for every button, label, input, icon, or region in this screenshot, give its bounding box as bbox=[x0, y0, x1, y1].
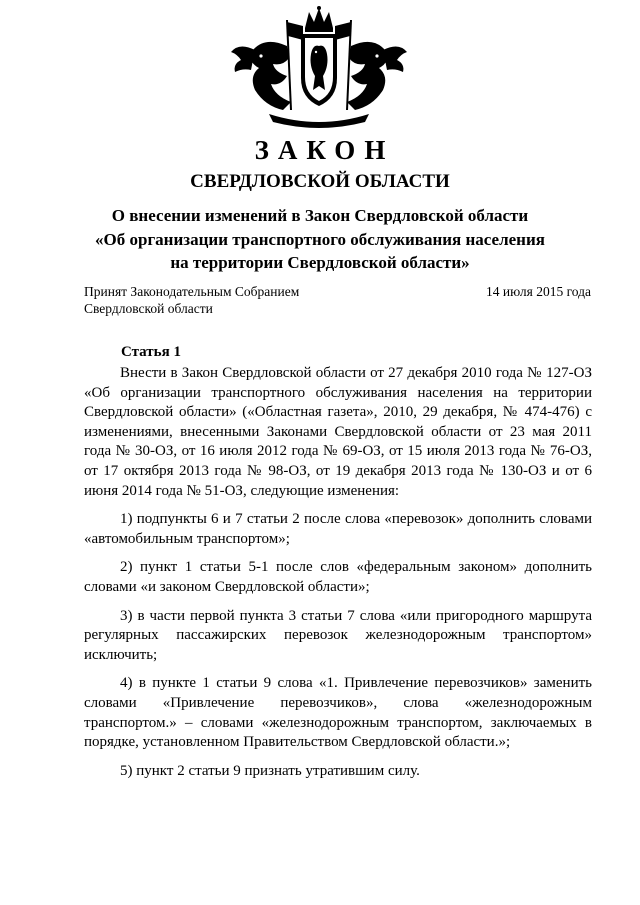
subject-line: на территории Свердловской области» bbox=[170, 253, 470, 272]
title-block bbox=[0, 133, 640, 195]
law-heading: ЗАКОН bbox=[254, 135, 395, 165]
article-title: Статья 1 bbox=[121, 344, 181, 360]
adoption-date: 14 июля 2015 года bbox=[486, 284, 591, 299]
adopting-body bbox=[84, 283, 299, 317]
adopting-body-line: Принят Законодательным Собранием bbox=[84, 284, 300, 299]
article-paragraph: 2) пункт 1 статьи 5-1 после слов «федеральным законом» дополнить словами «и законом Свердловской области»; bbox=[84, 559, 592, 595]
subject-line: «Об организации транспортного обслуживания населения bbox=[95, 229, 545, 249]
adopting-body-line: Свердловской области bbox=[84, 301, 213, 316]
article-paragraph: Внести в Закон Свердловской области от 27 декабря 2010 года № 127-ОЗ «Об организации транспортного обслуживания населения на территории Свердловской области» («Областная газета», 2010, 29 декабря, № 474-476) с изменениями, внесенными Законами Свердловской области от 23 мая 2011 года № 30-ОЗ, от 16 июля 2012 года № 69-ОЗ, от 15 июля 2013 года № 76-ОЗ, от 17 октября 2013 года № 98-ОЗ, от 19 декабря 2013 года № 130-ОЗ и от 6 июня 2014 года № 51-ОЗ, следующие изменения: bbox=[84, 365, 592, 499]
article-paragraph: 1) подпункты 6 и 7 статьи 2 после слова «перевозок» дополнить словами «автомобильным транспортом»; bbox=[84, 511, 592, 547]
article-paragraph: 4) в пункте 1 статьи 9 слова «1. Привлечение перевозчиков» заменить словами «Привлечение перевозчиков», слова «железнодорожным транспортом.» – словами «железнодорожным транспортом, заключаемых в порядке, установленном Правительством Свердловской области.»; bbox=[84, 675, 592, 751]
subject-line: О внесении изменений в Закон Свердловской области bbox=[111, 206, 529, 225]
adoption-info bbox=[84, 283, 591, 317]
article-body bbox=[84, 364, 592, 790]
coat-of-arms-icon bbox=[225, 6, 413, 130]
article-paragraph: 5) пункт 2 статьи 9 признать утратившим силу. bbox=[120, 762, 420, 779]
region-heading: СВЕРДЛОВСКОЙ ОБЛАСТИ bbox=[190, 171, 450, 192]
law-subject bbox=[0, 204, 640, 275]
article-paragraph: 3) в части первой пункта 3 статьи 7 слова «или пригородного маршрута регулярных пассажирских перевозок железнодорожным транспортом» исключить; bbox=[84, 607, 592, 663]
